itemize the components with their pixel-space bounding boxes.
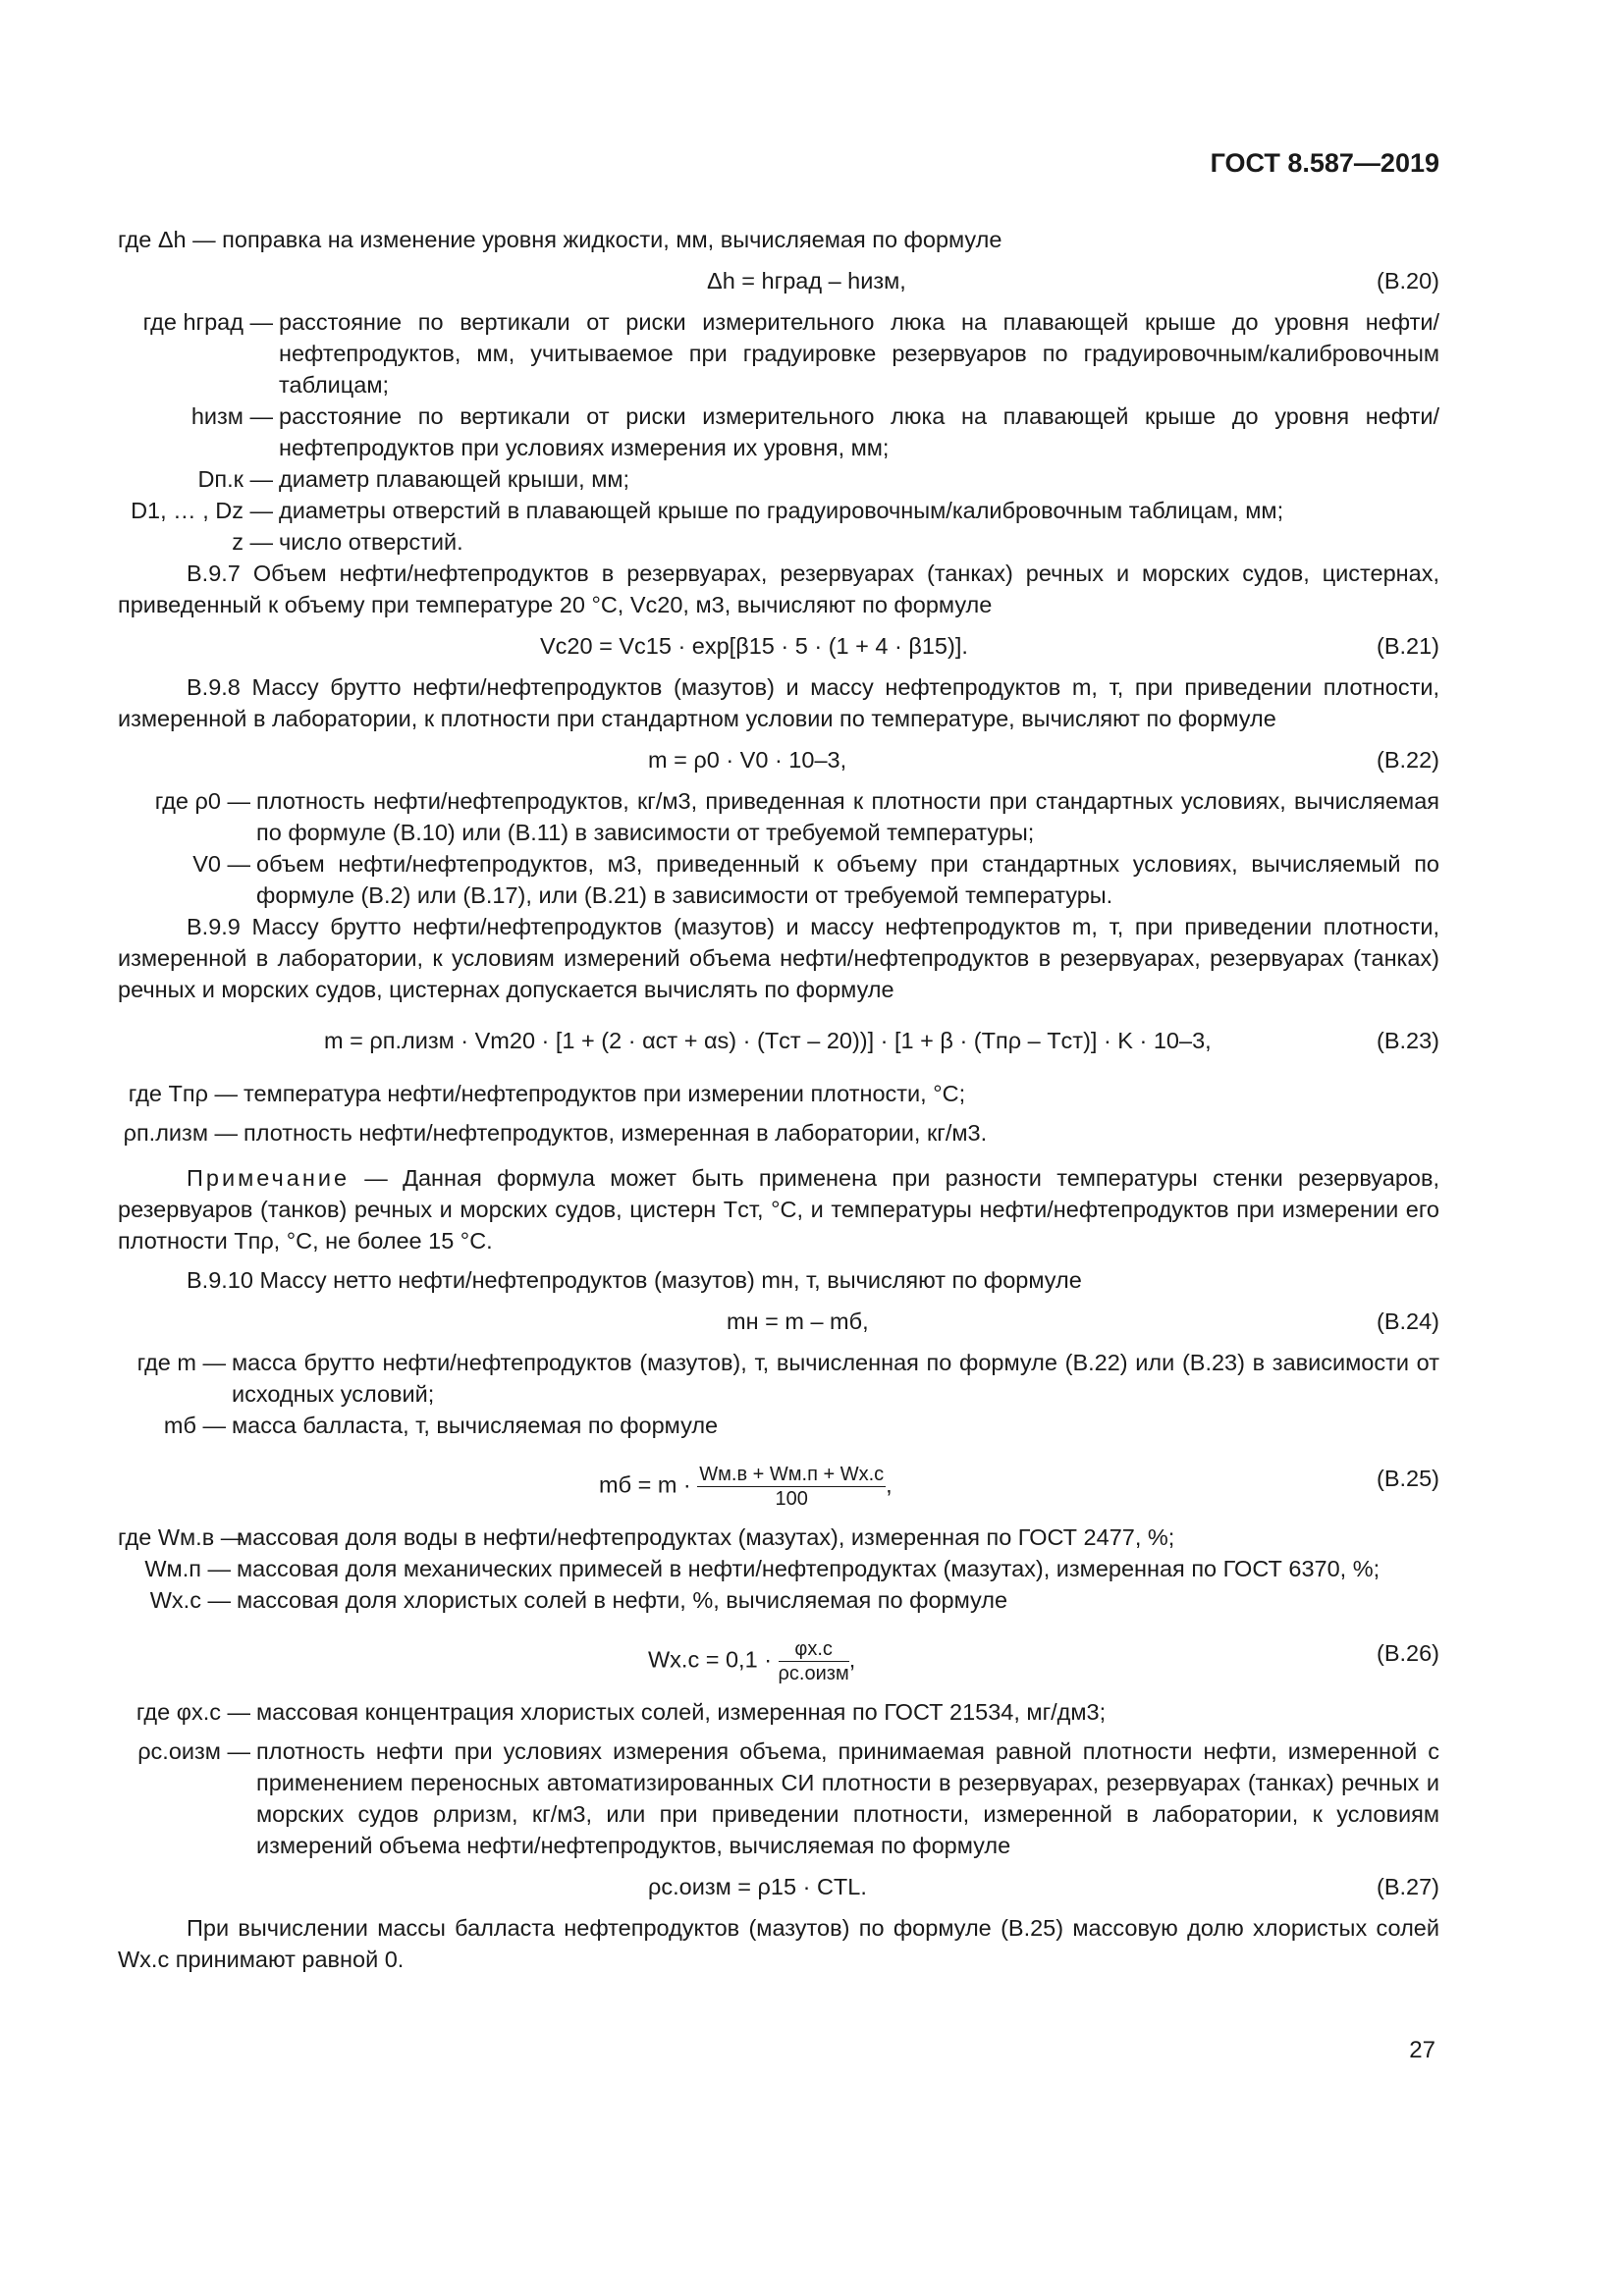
definition-symbol: D1, … , Dz — [131, 498, 273, 523]
formula-text: Δh = hград – hизм, [707, 268, 906, 294]
definition-item [118, 1410, 1439, 1441]
formula-number: (В.27) [1377, 1874, 1439, 1899]
definition-text: расстояние по вертикали от риски измерительного люка на плавающей крыше до уровня нефти/нефтепродуктов, мм, учитываемое при градуировке резервуаров по градуировочным/калибровочным таблицам; [279, 309, 1439, 398]
formula-number: (В.24) [1377, 1308, 1439, 1334]
definition-item [118, 785, 1439, 848]
formula-left: Wх.с = 0,1 · [648, 1646, 773, 1673]
definition-symbol: где m — [136, 1350, 226, 1375]
formula-b24 [118, 1302, 1439, 1341]
definition-symbol: где Wм.в — [118, 1524, 244, 1550]
definition-symbol: mб — [163, 1413, 226, 1438]
definition-text: масса брутто нефти/нефтепродуктов (мазутов), т, вычисленная по формуле (В.22) или (В.23) в зависимости от исходных условий; [232, 1350, 1439, 1407]
note-paragraph [118, 1162, 1439, 1256]
formula-text: mб = m · $\frac{Wм.в + Wм.п + Wх.с}{100}$ , [599, 1464, 893, 1510]
definition-text: температура нефти/нефтепродуктов при измерении плотности, °C; [244, 1081, 966, 1106]
document-body [118, 224, 1439, 1975]
definition-item [118, 1553, 1439, 1584]
definition-text: массовая доля воды в нефти/нефтепродуктах (мазутах), измеренная по ГОСТ 2477, %; [237, 1524, 1175, 1550]
definition-symbol: z — [232, 529, 273, 555]
definition-text: плотность нефти/нефтепродуктов, измеренная в лаборатории, кг/м3. [244, 1120, 988, 1146]
formula-number: (В.20) [1377, 268, 1439, 294]
definition-item [118, 1078, 1439, 1109]
formula-b21 [118, 626, 1439, 666]
formula-text: Vс20 = Vс15 · exp[β15 · 5 · (1 + 4 · β15)]. [540, 633, 968, 659]
formula-text: mн = m – mб, [727, 1308, 869, 1334]
definition-symbol: где ρ0 — [154, 788, 250, 814]
definitions-b24 [118, 1347, 1439, 1441]
note-label: Примечание [187, 1165, 351, 1191]
formula-number: (В.22) [1377, 747, 1439, 773]
definition-text: объем нефти/нефтепродуктов, м3, приведенный к объему при стандартных условиях, вычисляемый по формуле (В.2) или (В.17), или (В.21) в зависимости от требуемой температуры. [256, 851, 1439, 908]
fraction-numerator: Wм.в + Wм.п + Wх.с [699, 1464, 885, 1485]
formula-left: mб = m · [599, 1471, 691, 1498]
definition-text: диаметр плавающей крыши, мм; [279, 466, 630, 492]
paragraph-b99: В.9.9 Массу брутто нефти/нефтепродуктов (мазутов) и массу нефтепродуктов m, т, при приведении плотности, измеренной в лаборатории, к условиям измерений объема нефти/нефтепродуктов в резервуарах, резервуарах (танках) речных и морских судов, цистернах допускается вычислять по формуле [118, 914, 1439, 1002]
fraction [779, 1637, 849, 1685]
fraction [697, 1463, 886, 1511]
definition-symbol: Dп.к — [197, 466, 273, 492]
formula-text: m = ρ0 · V0 · 10–3, [648, 747, 847, 773]
definition-text: число отверстий. [279, 529, 463, 555]
document-header: ГОСТ 8.587—2019 [1210, 148, 1439, 178]
definition-text: массовая концентрация хлористых солей, измеренная по ГОСТ 21534, мг/дм3; [256, 1699, 1107, 1725]
formula-b27 [118, 1867, 1439, 1906]
formula-b23 [118, 1011, 1439, 1072]
definition-symbol: Wм.п — [144, 1556, 231, 1581]
definition-symbol: где φх.с — [135, 1699, 250, 1725]
definition-symbol: hизм — [190, 403, 273, 429]
definition-symbol: Wх.с — [149, 1587, 231, 1613]
definition-item [118, 1735, 1439, 1861]
definition-item [118, 400, 1439, 463]
definition-item [118, 306, 1439, 400]
definition-text: масса балласта, т, вычисляемая по формуле [232, 1413, 719, 1438]
paragraph-final: При вычислении массы балласта нефтепродуктов (мазутов) по формуле (В.25) массовую долю хлористых солей Wх.с принимают равной 0. [118, 1915, 1439, 1972]
definitions-b20 [118, 306, 1439, 558]
page-number: 27 [1409, 2037, 1435, 2063]
definition-text: диаметры отверстий в плавающей крыше по градуировочным/калибровочным таблицам, мм; [279, 498, 1284, 523]
definition-item [118, 526, 1439, 558]
definition-item [118, 848, 1439, 911]
definition-symbol: V0 — [192, 851, 250, 877]
definition-symbol: ρс.оизм — [137, 1738, 250, 1764]
fraction-denominator: ρс.оизм [778, 1663, 849, 1684]
definition-item [118, 1117, 1439, 1148]
formula-b26 [118, 1622, 1439, 1690]
definition-text: плотность нефти при условиях измерения объема, принимаемая равной плотности нефти, измеренной с применением переносных автоматизированных СИ плотности в резервуарах, резервуарах (танках) речных и морских судов ρлризм, кг/м3, или при приведении плотности, измеренной в лаборатории, к условиям измерений объема нефти/нефтепродуктов, вычисляемая по формуле [256, 1738, 1439, 1858]
definition-item [118, 1347, 1439, 1410]
definition-item [118, 1696, 1439, 1728]
formula-b22 [118, 740, 1439, 779]
formula-text: Wх.с = 0,1 · $\frac{\varphi х.с}{\text{ρс.оизм}}$ , [648, 1638, 856, 1684]
formula-b20 [118, 261, 1439, 300]
definition-item [118, 1584, 1439, 1616]
fraction-numerator: φх.с [779, 1637, 849, 1662]
definition-item [118, 1522, 1439, 1553]
definitions-b25 [118, 1522, 1439, 1616]
fraction-denominator: 100 [775, 1488, 808, 1510]
formula-number: (В.21) [1377, 633, 1439, 659]
formula-number: (В.23) [1377, 1028, 1439, 1053]
definition-item [118, 495, 1439, 526]
formula-text: ρс.оизм = ρ15 · CTL. [648, 1874, 867, 1899]
paragraph-b98: В.9.8 Массу брутто нефти/нефтепродуктов (мазутов) и массу нефтепродуктов m, т, при приведении плотности, измеренной в лаборатории, к плотности при стандартном условии по температуре, вычисляют по формуле [118, 674, 1439, 731]
definition-text: массовая доля механических примесей в нефти/нефтепродуктах (мазутах), измеренная по ГОСТ 6370, %; [237, 1556, 1380, 1581]
paragraph-b97: В.9.7 Объем нефти/нефтепродуктов в резервуарах, резервуарах (танках) речных и морских судов, цистернах, приведенный к объему при температуре 20 °C, Vс20, м3, вычисляют по формуле [118, 561, 1439, 617]
paragraph-b910: В.9.10 Массу нетто нефти/нефтепродуктов (мазутов) mн, т, вычисляют по формуле [187, 1267, 1082, 1293]
formula-number: (В.26) [1377, 1640, 1439, 1666]
formula-b25 [118, 1447, 1439, 1516]
note-text: — Данная формула может быть применена при разности температуры стенки резервуаров, резервуаров (танков) речных и морских судов, цистерн Tст, °C, и температуры нефти/нефтепродуктов при измерении его плотности Tпρ, °C, не более 15 °C. [118, 1165, 1439, 1254]
definition-symbol: где Tпρ — [128, 1081, 238, 1106]
definition-symbol: ρп.лизм — [123, 1120, 238, 1146]
intro-dh: где Δh — поправка на изменение уровня жидкости, мм, вычисляемая по формуле [118, 227, 1002, 252]
definitions-b26 [118, 1696, 1439, 1861]
definition-text: массовая доля хлористых солей в нефти, %, вычисляемая по формуле [237, 1587, 1008, 1613]
definition-symbol: где hград — [142, 309, 273, 335]
definition-text: плотность нефти/нефтепродуктов, кг/м3, приведенная к плотности при стандартных условиях, вычисляемая по формуле (В.10) или (В.11) в зависимости от требуемой температуры; [256, 788, 1439, 845]
definitions-b22 [118, 785, 1439, 911]
definition-text: расстояние по вертикали от риски измерительного люка на плавающей крыше до уровня нефти/нефтепродуктов при условиях измерения их уровня, мм; [279, 403, 1439, 460]
definition-item [118, 463, 1439, 495]
formula-number: (В.25) [1377, 1466, 1439, 1491]
formula-text: m = ρп.лизм · Vm20 · [1 + (2 · αст + αs) · (Tст – 20))] · [1 + β · (Tпρ – Tст)] · K · 10–3, [324, 1028, 1212, 1053]
definitions-b23 [118, 1078, 1439, 1148]
